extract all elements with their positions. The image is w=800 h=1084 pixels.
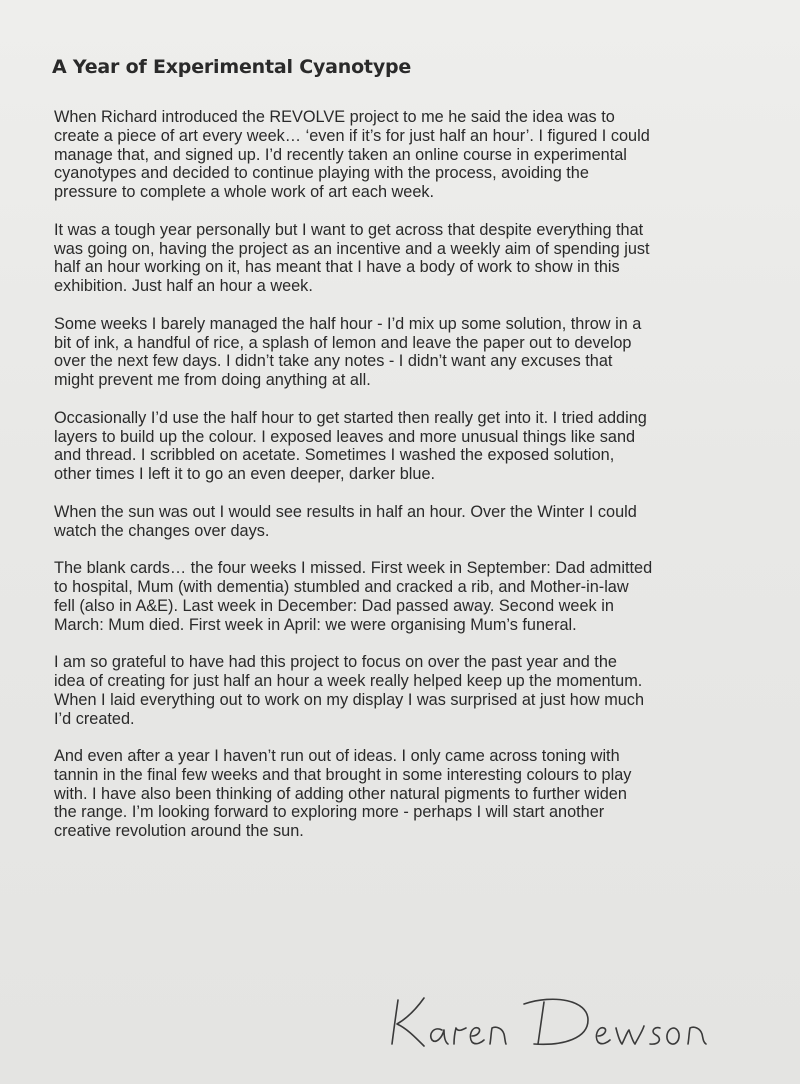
paragraph-7 [54, 653, 754, 728]
document-title: A Year of Experimental Cyanotype [52, 56, 412, 78]
text-line: When I laid everything out to work on my display I was surprised at just how much [54, 690, 645, 709]
paragraph-3 [54, 315, 754, 390]
document-body [54, 108, 754, 860]
text-line: fell (also in A&E). Last week in December: Dad passed away. Second week in [54, 596, 614, 615]
text-line: bit of ink, a handful of rice, a splash of lemon and leave the paper out to develop [54, 333, 632, 352]
text-line: watch the changes over days. [54, 521, 270, 540]
text-line: And even after a year I haven’t run out of ideas. I only came across toning with [54, 747, 620, 766]
text-line: to hospital, Mum (with dementia) stumbled and cracked a rib, and Mother-in-law [54, 577, 629, 596]
text-line: the range. I’m looking forward to exploring more - perhaps I will start another [54, 803, 605, 822]
text-line: other times I left it to go an even deeper, darker blue. [54, 465, 436, 484]
text-line: might prevent me from doing anything at all. [54, 371, 371, 390]
paragraph-8 [54, 747, 754, 841]
text-line: cyanotypes and decided to continue playing with the process, avoiding the [54, 164, 589, 183]
paragraph-5 [54, 503, 754, 541]
text-line: pressure to complete a whole work of art each week. [54, 183, 435, 202]
text-line: When the sun was out I would see results in half an hour. Over the Winter I could [54, 502, 637, 521]
signature-graphic [384, 990, 714, 1052]
text-line: over the next few days. I didn’t take any notes - I didn’t want any excuses that [54, 352, 613, 371]
text-line: It was a tough year personally but I want to get across that despite everything that [54, 220, 644, 239]
paragraph-1 [54, 108, 754, 202]
text-line: I’d created. [54, 709, 135, 728]
text-line: create a piece of art every week… ‘even if it’s for just half an hour’. I figured I could [54, 126, 650, 145]
text-line: The blank cards… the four weeks I missed. First week in September: Dad admitted [54, 559, 653, 578]
text-line: tannin in the final few weeks and that brought in some interesting colours to play [54, 765, 632, 784]
text-line: Occasionally I’d use the half hour to get started then really get into it. I tried adding [54, 408, 647, 427]
paragraph-6 [54, 559, 754, 634]
text-line: manage that, and signed up. I’d recently taken an online course in experimental [54, 145, 627, 164]
text-line: creative revolution around the sun. [54, 822, 304, 841]
paragraph-2 [54, 221, 754, 296]
paragraph-4 [54, 409, 754, 484]
text-line: I am so grateful to have had this project to focus on over the past year and the [54, 653, 617, 672]
text-line: Some weeks I barely managed the half hour - I’d mix up some solution, throw in a [54, 314, 642, 333]
text-line: March: Mum died. First week in April: we were organising Mum’s funeral. [54, 615, 577, 634]
text-line: with. I have also been thinking of adding other natural pigments to further widen [54, 784, 627, 803]
text-line: idea of creating for just half an hour a week really helped keep up the momentum. [54, 671, 643, 690]
text-line: layers to build up the colour. I exposed leaves and more unusual things like sand [54, 427, 636, 446]
author-signature [384, 990, 714, 1052]
text-line: exhibition. Just half an hour a week. [54, 277, 313, 296]
text-line: half an hour working on it, has meant that I have a body of work to show in this [54, 258, 620, 277]
text-line: and thread. I scribbled on acetate. Sometimes I washed the exposed solution, [54, 446, 615, 465]
text-line: was going on, having the project as an incentive and a weekly aim of spending just [54, 239, 650, 258]
text-line: When Richard introduced the REVOLVE project to me he said the idea was to [54, 108, 615, 126]
